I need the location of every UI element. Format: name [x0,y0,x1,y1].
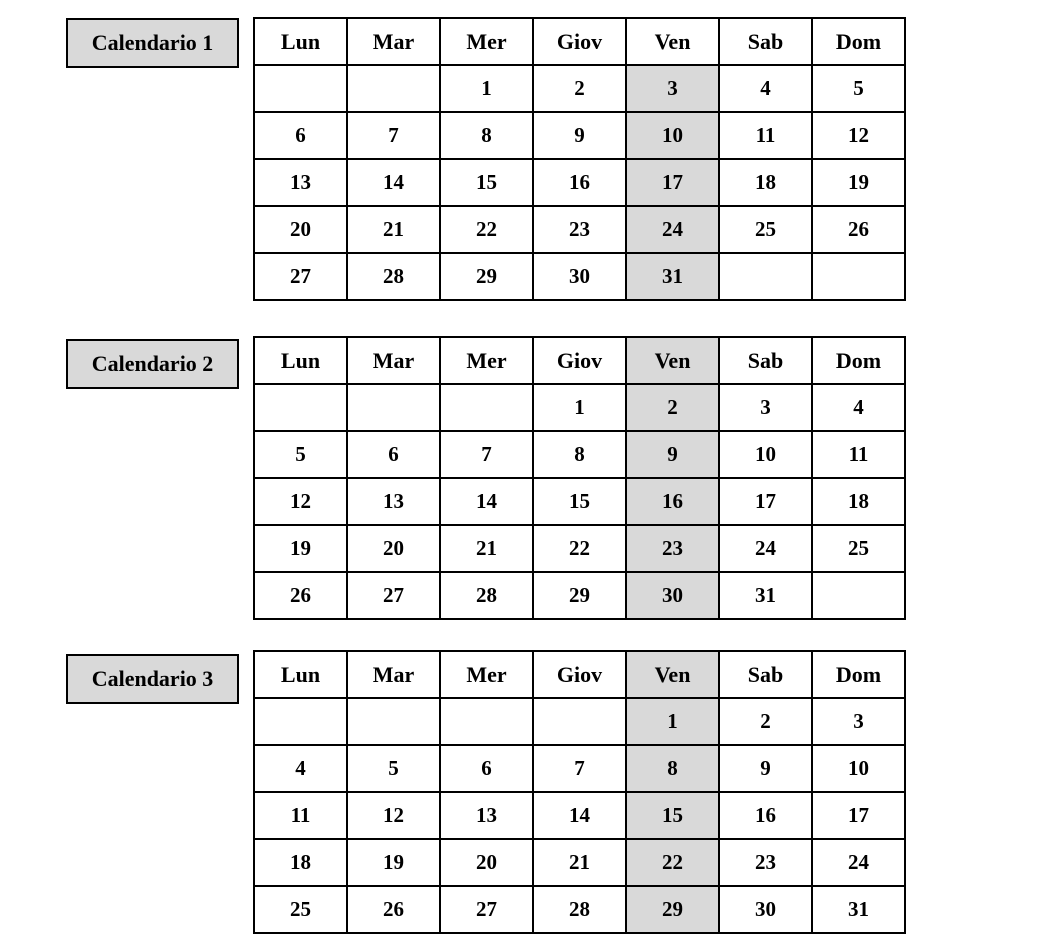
day-cell: 21 [440,525,533,572]
header-ven: Ven [626,337,719,384]
day-cell: 25 [254,886,347,933]
day-cell: 14 [533,792,626,839]
day-cell: 8 [626,745,719,792]
day-cell: 14 [440,478,533,525]
day-cell: 24 [719,525,812,572]
day-cell: 7 [347,112,440,159]
day-cell: 7 [440,431,533,478]
day-cell: 15 [533,478,626,525]
day-cell: 30 [533,253,626,300]
day-cell: 21 [347,206,440,253]
day-cell: 27 [347,572,440,619]
day-cell: 20 [254,206,347,253]
header-giov: Giov [533,18,626,65]
day-cell: 8 [440,112,533,159]
calendar-week-row [254,478,905,525]
day-cell: 18 [719,159,812,206]
day-cell: 15 [626,792,719,839]
day-cell: 14 [347,159,440,206]
day-cell [812,253,905,300]
header-lun: Lun [254,337,347,384]
day-cell: 4 [254,745,347,792]
calendar-week-row [254,839,905,886]
calendar-week-row [254,384,905,431]
day-cell: 28 [440,572,533,619]
day-cell: 1 [440,65,533,112]
calendar-2-label: Calendario 2 [66,339,239,389]
day-cell: 17 [719,478,812,525]
day-cell: 6 [440,745,533,792]
day-cell: 4 [719,65,812,112]
calendar-3-label: Calendario 3 [66,654,239,704]
day-cell: 31 [812,886,905,933]
header-mer: Mer [440,651,533,698]
day-cell: 16 [533,159,626,206]
calendar-2-table [253,336,906,620]
day-cell [347,65,440,112]
day-cell: 23 [533,206,626,253]
header-dom: Dom [812,651,905,698]
header-mar: Mar [347,337,440,384]
day-cell: 3 [812,698,905,745]
calendar-week-row [254,65,905,112]
day-cell: 12 [347,792,440,839]
calendar-week-row [254,206,905,253]
day-cell: 19 [347,839,440,886]
calendar-header-row [254,651,905,698]
day-cell: 17 [626,159,719,206]
day-cell [254,65,347,112]
day-cell: 15 [440,159,533,206]
day-cell: 23 [719,839,812,886]
calendar-week-row [254,886,905,933]
day-cell: 22 [533,525,626,572]
day-cell: 24 [626,206,719,253]
calendar-week-row [254,431,905,478]
day-cell: 27 [254,253,347,300]
day-cell: 24 [812,839,905,886]
day-cell [440,698,533,745]
day-cell: 8 [533,431,626,478]
calendar-week-row [254,253,905,300]
calendar-week-row [254,572,905,619]
header-dom: Dom [812,18,905,65]
calendar-week-row [254,159,905,206]
day-cell: 29 [440,253,533,300]
day-cell: 19 [254,525,347,572]
day-cell: 16 [626,478,719,525]
day-cell: 9 [626,431,719,478]
day-cell: 29 [626,886,719,933]
header-ven: Ven [626,18,719,65]
day-cell: 31 [626,253,719,300]
day-cell: 20 [440,839,533,886]
day-cell [254,698,347,745]
day-cell [719,253,812,300]
day-cell: 16 [719,792,812,839]
header-mar: Mar [347,18,440,65]
day-cell: 11 [719,112,812,159]
header-mer: Mer [440,337,533,384]
day-cell: 17 [812,792,905,839]
calendar-3-table [253,650,906,934]
calendar-header-row [254,18,905,65]
day-cell: 10 [626,112,719,159]
day-cell: 2 [533,65,626,112]
calendar-header-row [254,337,905,384]
day-cell: 7 [533,745,626,792]
day-cell: 19 [812,159,905,206]
day-cell: 30 [719,886,812,933]
header-ven: Ven [626,651,719,698]
day-cell: 5 [254,431,347,478]
day-cell: 28 [533,886,626,933]
day-cell: 21 [533,839,626,886]
calendar-week-row [254,792,905,839]
calendar-week-row [254,698,905,745]
calendar-week-row [254,112,905,159]
calendar-week-row [254,525,905,572]
day-cell [347,384,440,431]
day-cell: 18 [254,839,347,886]
day-cell: 29 [533,572,626,619]
day-cell [440,384,533,431]
day-cell: 11 [812,431,905,478]
day-cell: 1 [533,384,626,431]
day-cell: 20 [347,525,440,572]
day-cell: 26 [254,572,347,619]
header-mar: Mar [347,651,440,698]
header-dom: Dom [812,337,905,384]
day-cell: 3 [719,384,812,431]
day-cell: 18 [812,478,905,525]
header-giov: Giov [533,651,626,698]
day-cell: 22 [626,839,719,886]
day-cell [254,384,347,431]
day-cell: 9 [533,112,626,159]
calendar-week-row [254,745,905,792]
calendar-1-label: Calendario 1 [66,18,239,68]
day-cell: 30 [626,572,719,619]
header-sab: Sab [719,651,812,698]
day-cell: 26 [347,886,440,933]
day-cell: 4 [812,384,905,431]
header-sab: Sab [719,337,812,384]
day-cell: 6 [347,431,440,478]
day-cell: 10 [719,431,812,478]
day-cell: 5 [347,745,440,792]
day-cell: 2 [626,384,719,431]
day-cell: 5 [812,65,905,112]
day-cell [533,698,626,745]
day-cell [347,698,440,745]
header-giov: Giov [533,337,626,384]
day-cell: 27 [440,886,533,933]
day-cell: 13 [254,159,347,206]
day-cell: 2 [719,698,812,745]
day-cell: 12 [254,478,347,525]
header-lun: Lun [254,651,347,698]
day-cell: 11 [254,792,347,839]
day-cell: 9 [719,745,812,792]
day-cell: 12 [812,112,905,159]
header-mer: Mer [440,18,533,65]
day-cell: 26 [812,206,905,253]
day-cell: 1 [626,698,719,745]
day-cell: 22 [440,206,533,253]
day-cell: 25 [812,525,905,572]
day-cell: 13 [347,478,440,525]
day-cell: 13 [440,792,533,839]
day-cell: 28 [347,253,440,300]
day-cell: 31 [719,572,812,619]
header-lun: Lun [254,18,347,65]
day-cell: 23 [626,525,719,572]
day-cell: 3 [626,65,719,112]
calendar-1-table [253,17,906,301]
header-sab: Sab [719,18,812,65]
day-cell: 25 [719,206,812,253]
day-cell [812,572,905,619]
day-cell: 10 [812,745,905,792]
day-cell: 6 [254,112,347,159]
